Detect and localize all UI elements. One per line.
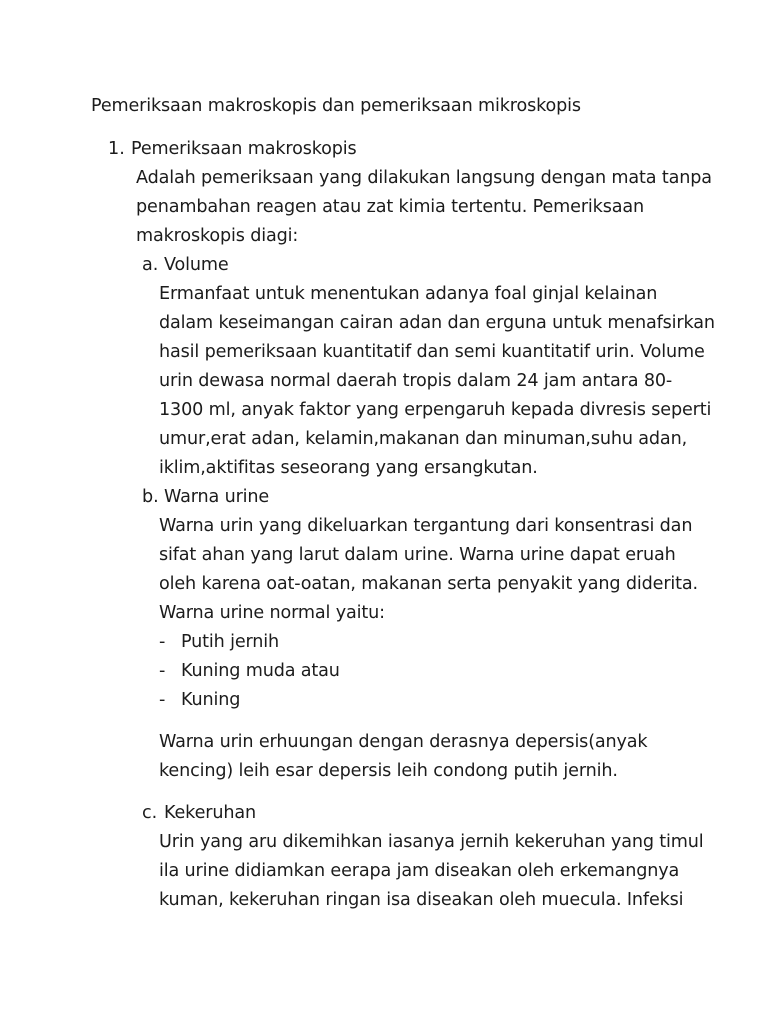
item-b-marker: b.	[142, 487, 159, 507]
section-1-title: Pemeriksaan makroskopis	[131, 139, 357, 159]
section-1-intro-line: penambahan reagen atau zat kimia tertentu. Pemeriksaan	[136, 197, 644, 217]
bullet-dash: -	[159, 632, 166, 652]
item-b-note-line: kencing) leih esar depersis leih condong putih jernih.	[159, 761, 618, 781]
item-a-line: 1300 ml, anyak faktor yang erpengaruh kepada divresis seperti	[159, 400, 712, 420]
item-a-line: hasil pemeriksaan kuantitatif dan semi kuantitatif urin. Volume	[159, 342, 705, 362]
item-b-line: sifat ahan yang larut dalam urine. Warna urine dapat eruah	[159, 545, 676, 565]
item-a-marker: a.	[142, 255, 159, 275]
bullet-dash: -	[159, 661, 166, 681]
section-1-number: 1.	[108, 139, 125, 159]
bullet-item: Kuning	[181, 690, 241, 710]
item-a-line: urin dewasa normal daerah tropis dalam 24 jam antara 80-	[159, 371, 673, 391]
bullet-dash: -	[159, 690, 166, 710]
item-a-line: umur,erat adan, kelamin,makanan dan minuman,suhu adan,	[159, 429, 688, 449]
item-b-line: oleh karena oat-oatan, makanan serta penyakit yang diderita.	[159, 574, 698, 594]
bullet-item: Kuning muda atau	[181, 661, 340, 681]
section-1-intro-line: makroskopis diagi:	[136, 226, 299, 246]
item-c-title: Kekeruhan	[164, 803, 256, 823]
item-b-line: Warna urine normal yaitu:	[159, 603, 385, 623]
item-c-line: Urin yang aru dikemihkan iasanya jernih kekeruhan yang timul	[159, 832, 704, 852]
item-a-title: Volume	[164, 255, 229, 275]
item-a-line: iklim,aktifitas seseorang yang ersangkutan.	[159, 458, 538, 478]
item-a-line: Ermanfaat untuk menentukan adanya foal ginjal kelainan	[159, 284, 658, 304]
item-b-line: Warna urin yang dikeluarkan tergantung dari konsentrasi dan	[159, 516, 693, 536]
item-b-note-line: Warna urin erhuungan dengan derasnya depersis(anyak	[159, 732, 648, 752]
item-a-line: dalam keseimangan cairan adan dan erguna untuk menafsirkan	[159, 313, 715, 333]
item-c-line: ila urine didiamkan eerapa jam diseakan oleh erkemangnya	[159, 861, 680, 881]
item-c-marker: c.	[142, 803, 158, 823]
document-heading: Pemeriksaan makroskopis dan pemeriksaan mikroskopis	[91, 96, 581, 116]
bullet-item: Putih jernih	[181, 632, 280, 652]
section-1-intro-line: Adalah pemeriksaan yang dilakukan langsung dengan mata tanpa	[136, 168, 712, 188]
item-c-line: kuman, kekeruhan ringan isa diseakan oleh muecula. Infeksi	[159, 890, 684, 910]
item-b-title: Warna urine	[164, 487, 270, 507]
